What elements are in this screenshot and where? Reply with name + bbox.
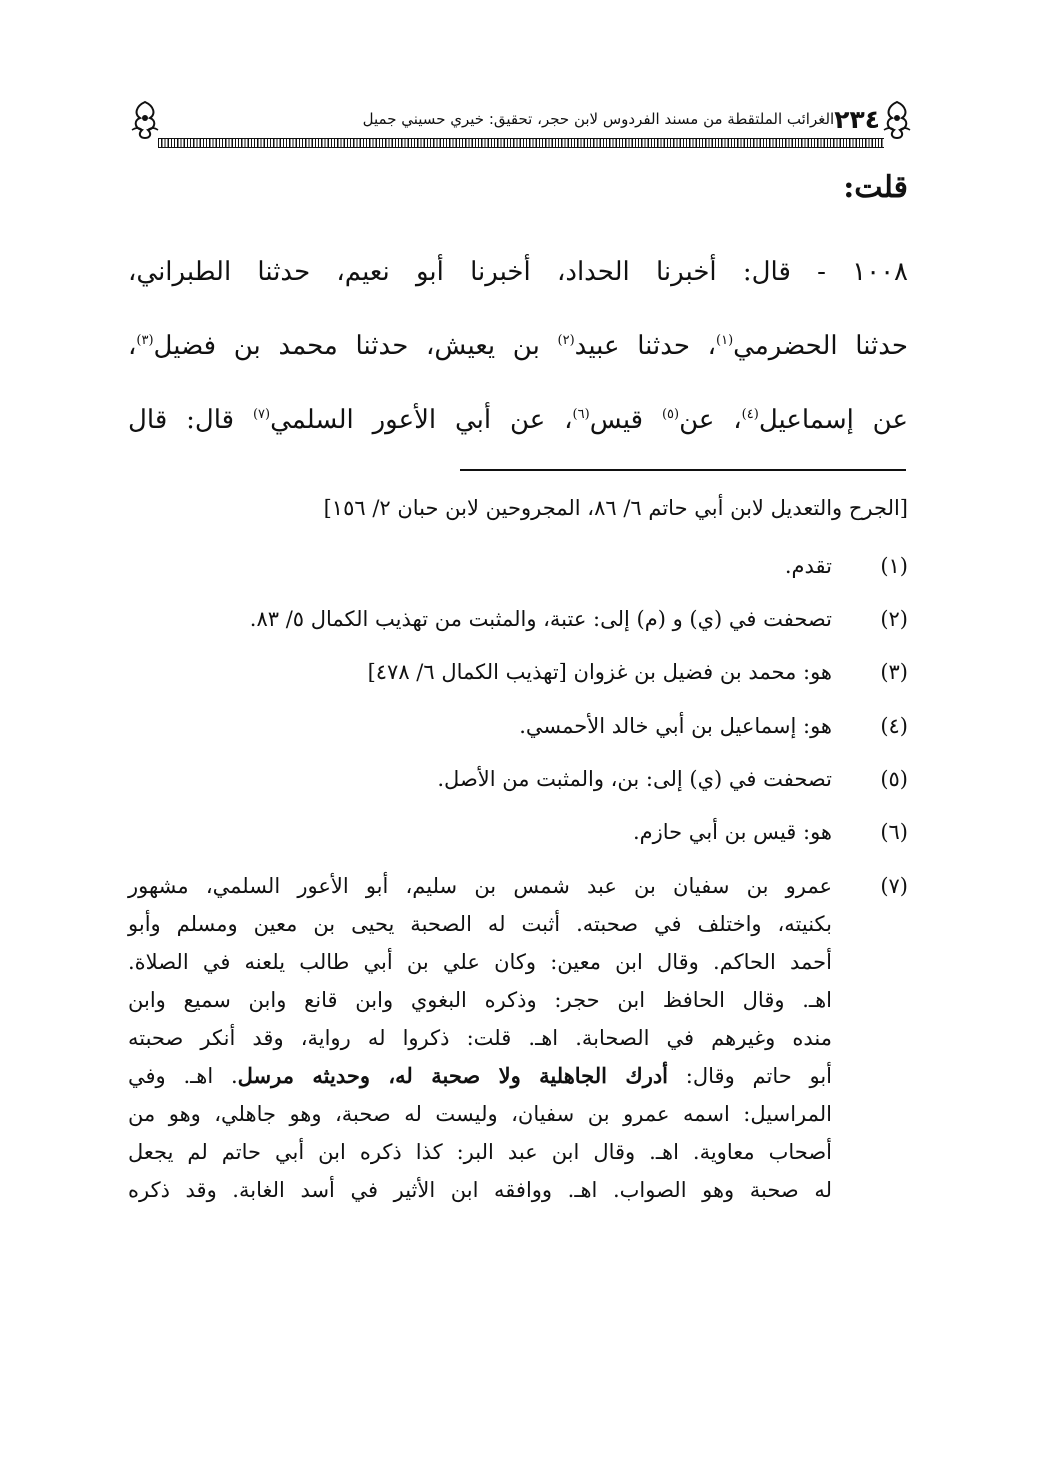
footnote-7-number: (٧)	[880, 874, 908, 898]
footnote-ref-2[interactable]: (٢)	[557, 333, 575, 348]
book-page: ٢٣٤ الغرائب الملتقطة من مسند الفردوس لابن حجر، تحقيق: خيري حسيني جميل قلت: ١٠٠٨ - قال: أخبرنا الحداد، أخبرنا أبو نعيم، حدثنا الطبراني، حدثنا الحضرمي$^{(١)}$، حدثنا عبيد$^{(٢)}$ بن يعيش، حدثنا محمد بن فضيل$^{(٣)}$، عن إسماعيل$^{(٤)}$، عن$^{(٥)}$ قيس$^{(٦)}$، عن أبي الأعور السلمي$^{(٧)}$ قال: قال [الجرح والتعديل لابن أبي حاتم ٦/ ٨٦، المجروحين لابن حبان ٢/ ١٥٦] (١) تقدم. (٢) تصحفت في (ي) و (م) إلى: عتبة، والمثبت من تهذيب الكمال ٥/ ٨٣. (٣) هو: محمد بن فضيل بن غزوان [تهذيب الكمال ٦/ ٤٧٨] (٤) هو: إسماعيل بن أبي خالد الأحمسي. (٥) تصحفت في (ي) إلى: بن، والمثبت من الأصل. (٦) هو: قيس بن أبي حازم. (٧) عمرو بن سفيان بن عبد شمس بن سليم، أبو الأعور السلمي، مشهور بكنيته، واختلف في صحبته. أثبت له الصحبة يحيى بن معين ومسلم وأبو أحمد الحاكم. وقال ابن معين: وكان علي بن أبي طالب يلعنه في الصلاة. اهـ. وقال الحافظ ابن حجر: وذكره البغوي وابن قانع وابن سميع وابن منده وغيرهم في الصحابة. اهـ. قلت: ذكروا له رواية، وقد أنكر صحبته أبو حاتم وقال: أدرك الجاهلية ولا صحبة له، وحديثه مرسل. اهـ. وفي المراسيل: اسمه عمرو بن سفيان، وليست له صحبة، وهو جاهلي، وهو من أصحاب معاوية. اهـ. وقال ابن عبد البر: كذا ذكره ابن أبي حاتم لم يجعل له صحبة وهو الصواب. اهـ. ووافقه ابن الأثير في أسد الغابة. وقد ذكره	[0, 0, 1040, 1477]
footnote-continuation: [الجرح والتعديل لابن أبي حاتم ٦/ ٨٦، المجروحين لابن حبان ٢/ ١٥٦]	[323, 496, 908, 520]
footnote-ref-5[interactable]: (٥)	[661, 407, 680, 422]
running-title: الغرائب الملتقطة من مسند الفردوس لابن حجر، تحقيق: خيري حسيني جميل	[362, 110, 835, 128]
bold-quote: أدرك الجاهلية ولا صحبة له، وحديثه مرسل	[237, 1063, 669, 1088]
page-number: ٢٣٤	[834, 104, 880, 134]
footnote-7-line-9: له صحبة وهو الصواب. اهـ. ووافقه ابن الأثير في أسد الغابة. وقد ذكره	[128, 1178, 832, 1202]
footnote-ref-4[interactable]: (٤)	[741, 407, 759, 422]
footnote-7-line-7: المراسيل: اسمه عمرو بن سفيان، وليست له صحبة، وهو جاهلي، وهو من	[128, 1102, 832, 1126]
running-header	[128, 96, 914, 150]
footnote-7-line-5: منده وغيرهم في الصحابة. اهـ. قلت: ذكروا له رواية، وقد أنكر صحبته	[128, 1026, 832, 1050]
footnote-ref-3[interactable]: (٣)	[136, 333, 154, 348]
main-text-line-3: عن إسماعيل$^{(٤)}$، عن$^{(٥)}$ قيس$^{(٦)}$، عن أبي الأعور السلمي$^{(٧)}$ قال: قال	[128, 405, 908, 435]
footnote-7-line-3: أحمد الحاكم. وقال ابن معين: وكان علي بن أبي طالب يلعنه في الصلاة.	[128, 950, 832, 974]
footnote-7-line-4: اهـ. وقال الحافظ ابن حجر: وذكره البغوي وابن قانع وابن سميع وابن	[128, 988, 832, 1012]
footnote-7-line-2: بكنيته، واختلف في صحبته. أثبت له الصحبة يحيى بن معين ومسلم وأبو	[128, 912, 832, 936]
section-heading: قلت:	[843, 170, 908, 205]
main-text-line-2: حدثنا الحضرمي$^{(١)}$، حدثنا عبيد$^{(٢)}$ بن يعيش، حدثنا محمد بن فضيل$^{(٣)}$،	[128, 331, 909, 361]
footnote-7-line-6: أبو حاتم وقال: أدرك الجاهلية ولا صحبة له، وحديثه مرسل. اهـ. وفي	[128, 1063, 832, 1088]
footnote-ref-6[interactable]: (٦)	[572, 407, 590, 422]
footnote-ref-1[interactable]: (١)	[716, 333, 734, 348]
main-text-line-1: ١٠٠٨ - قال: أخبرنا الحداد، أخبرنا أبو نعيم، حدثنا الطبراني،	[128, 257, 908, 287]
footnote-separator	[460, 469, 906, 471]
footnote-7-line-8: أصحاب معاوية. اهـ. وقال ابن عبد البر: كذا ذكره ابن أبي حاتم لم يجعل	[128, 1140, 832, 1164]
footnote-7-line-1: عمرو بن سفيان بن عبد شمس بن سليم، أبو الأعور السلمي، مشهور	[128, 874, 832, 898]
footnote-ref-7[interactable]: (٧)	[252, 407, 271, 422]
header-decorative-rule	[158, 138, 884, 148]
